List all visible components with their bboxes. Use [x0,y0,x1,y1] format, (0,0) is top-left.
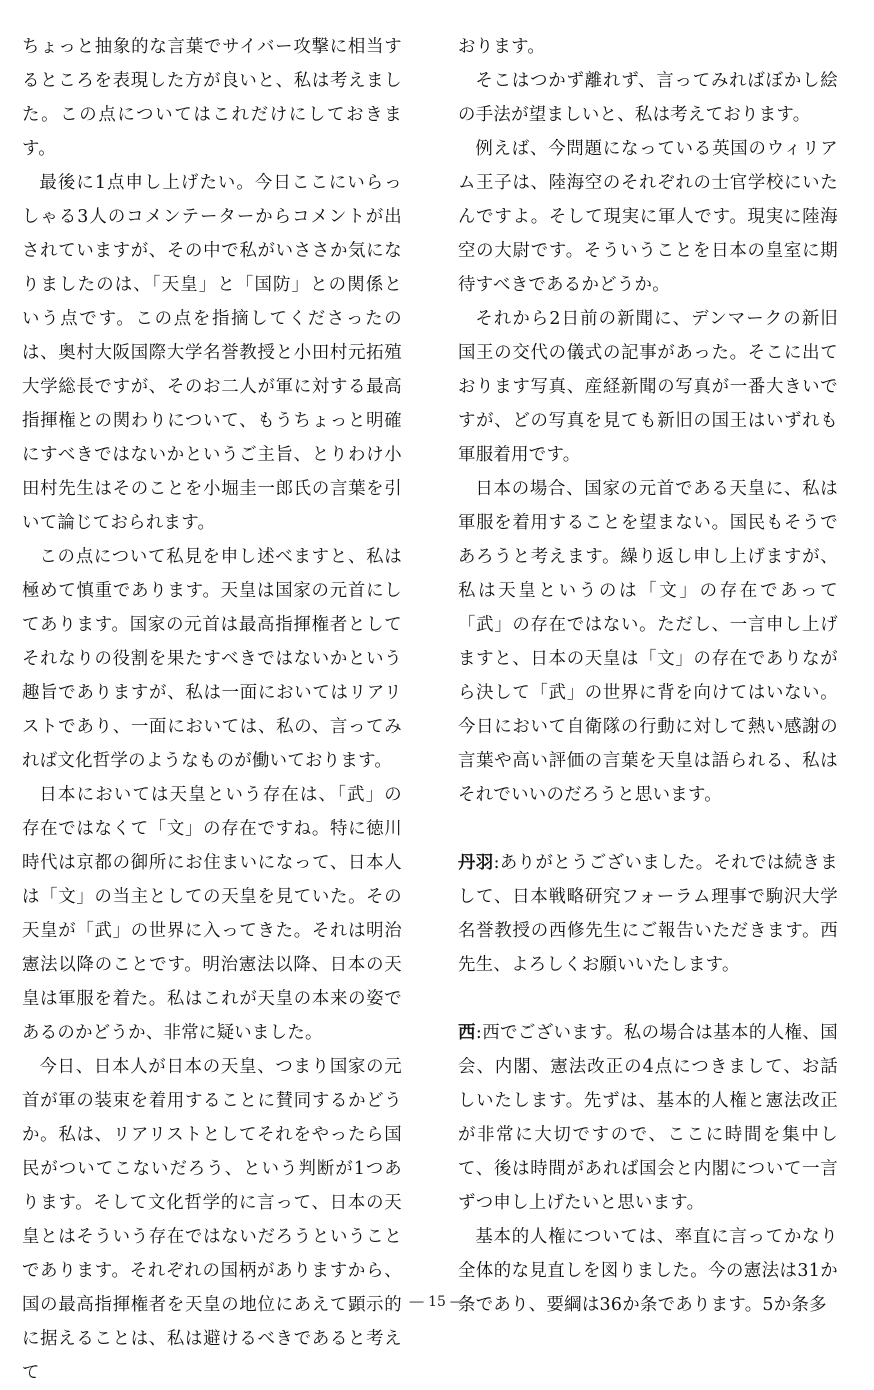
left-column [22,30,402,1390]
paragraph: 最後に1点申し上げたい。今日ここにいらっしゃる3人のコメンテーターからコメントが出されていますが、その中で私がいささか気になりましたのは、「天皇」と「国防」との関係という点です。この点を指摘してくださったのは、奥村大阪国際大学名誉教授と小田村元拓殖大学総長ですが、そのお二人が軍に対する最高指揮権との関わりについて、もうちょっと明確にすべきではないかというご主旨、とりわけ小田村先生はそのことを小堀圭一郎氏の言葉を引いて論じておられます。 [22,173,402,533]
speech-text: :ありがとうございました。それでは続きまして、日本戦略研究フォーラム理事で駒沢大学名誉教授の西修先生にご報告いただきます。西先生、よろしくお願いいたします。 [458,853,838,975]
page-number: ― 15 ― [409,1294,465,1310]
paragraph: そこはつかず離れず、言ってみればぼかし絵の手法が望ましいと、私は考えております。 [458,71,838,125]
speaker-name: 西 [458,1023,476,1043]
paragraph: 日本の場合、国家の元首である天皇に、私は軍服を着用することを望まない。国民もそうであろうと考えます。繰り返し申し上げますが、私は天皇というのは「文」の存在であって「武」の存在ではない。ただし、一言申し上げますと、日本の天皇は「文」の存在でありながら決して「武」の世界に背を向けてはいない。今日において自衛隊の行動に対して熱い感謝の言葉や高い評価の言葉を天皇は語られる、私はそれでいいのだろうと思います。 [458,479,838,805]
paragraph: 例えば、今問題になっている英国のウィリアム王子は、陸海空のそれぞれの士官学校にいたんですよ。そして現実に軍人です。現実に陸海空の大尉です。そういうことを日本の皇室に期待すべきであるかどうか。 [458,139,838,295]
paragraph: 基本的人権については、率直に言ってかなり全体的な見直しを図りました。今の憲法は31か条であり、要綱は36か条であります。5か条多 [458,1227,838,1315]
paragraph: 今日、日本人が日本の天皇、つまり国家の元首が軍の装束を着用することに賛同するかどうか。私は、リアリストとしてそれをやったら国民がついてこないだろう、という判断が1つあります。そして文化哲学的に言って、日本の天皇とはそういう存在ではないだろうということであります。それぞれの国柄がありますから、国の最高指揮権者を天皇の地位にあえて顕示的に据えることは、私は避けるべきであると考えて [22,1057,402,1383]
paragraph: ちょっと抽象的な言葉でサイバー攻撃に相当するところを表現した方が良いと、私は考えました。この点についてはこれだけにしておきます。 [22,37,402,159]
paragraph: 日本においては天皇という存在は、「武」の存在ではなくて「文」の存在ですね。特に徳川時代は京都の御所にお住まいになって、日本人は「文」の当主としての天皇を見ていた。その天皇が「武」の世界に入ってきた。それは明治憲法以降のことです。明治憲法以降、日本の天皇は軍服を着た。私はこれが天皇の本来の姿であるのかどうか、非常に疑いました。 [22,785,402,1043]
speech-text: :西でございます。私の場合は基本的人権、国会、内閣、憲法改正の4点につきまして、お話しいたします。先ずは、基本的人権と憲法改正が非常に大切ですので、ここに時間を集中して、後は時間があれば国会と内閣について一言ずつ申し上げたいと思います。 [458,1023,838,1213]
paragraph: それから2日前の新聞に、デンマークの新旧国王の交代の儀式の記事があった。そこに出ております写真、産経新聞の写真が一番大きいですが、どの写真を見ても新旧の国王はいずれも軍服着用です。 [458,309,838,465]
paragraph: この点について私見を申し述べますと、私は極めて慎重であります。天皇は国家の元首にしてあります。国家の元首は最高指揮権者としてそれなりの役割を果たすべきではないかという趣旨でありますが、私は一面においてはリアリストであり、一面においては、私の、言ってみれば文化哲学のようなものが働いております。 [22,547,402,771]
speech-niwa [458,846,838,982]
right-column [458,30,838,1322]
paragraph-continuation: おります。 [458,37,546,57]
speaker-name: 丹羽 [458,853,494,873]
speech-nishi [458,1016,838,1220]
